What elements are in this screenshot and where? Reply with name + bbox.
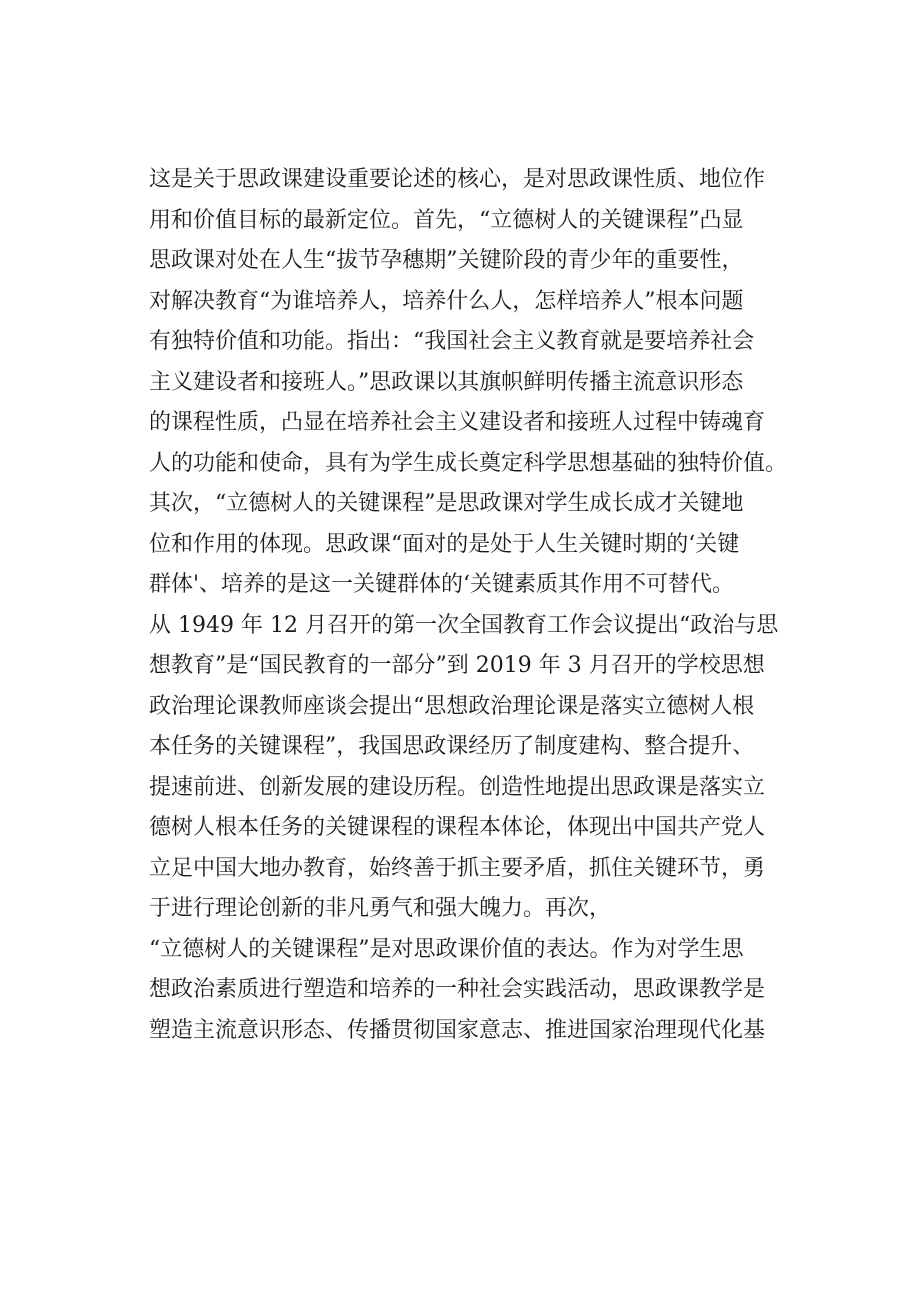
text-line: 群体'、培养的是这一关键群体的‘关键素质其作用不可替代。 <box>149 572 735 597</box>
text-line: 这是关于思政课建设重要论述的核心，是对思政课性质、地位作 <box>149 167 766 192</box>
text-line: 于进行理论创新的非凡勇气和强大魄力。再次， <box>149 896 612 921</box>
text-line: 本任务的关键课程”，我国思政课经历了制度建构、整合提升、 <box>149 734 755 759</box>
text-line: 用和价值目标的最新定位。首先，“立德树人的关键课程”凸显 <box>149 207 744 233</box>
text-line: 提速前进、创新发展的建设历程。创造性地提出思政课是落实立 <box>149 774 766 800</box>
text-line: 立足中国大地办教育，始终善于抓主要矛盾，抓住关键环节，勇 <box>149 855 766 881</box>
text-line: 对解决教育“为谁培养人，培养什么人，怎样培养人”根本问题 <box>149 288 744 314</box>
text-line: 主义建设者和接班人。”思政课以其旗帜鲜明传播主流意识形态 <box>149 369 744 395</box>
text-line: 有独特价值和功能。指出：“我国社会主义教育就是要培养社会 <box>149 329 755 354</box>
text-line: 人的功能和使命，具有为学生成长奠定科学思想基础的独特价值。 <box>149 450 788 476</box>
text-line: “立德树人的关键课程”是对思政课价值的表达。作为对学生思 <box>149 936 744 962</box>
text-line: 从 1949 年 12 月召开的第一次全国教育工作会议提出“政治与思 <box>149 612 779 638</box>
text-line: 思政课对处在人生“拔节孕穗期”关键阶段的青少年的重要性， <box>149 248 744 273</box>
text-line: 塑造主流意识形态、传播贯彻国家意志、推进国家治理现代化基 <box>149 1017 766 1043</box>
text-line: 的课程性质，凸显在培养社会主义建设者和接班人过程中铸魂育 <box>149 410 766 435</box>
text-line: 想教育”是“国民教育的一部分”到 2019 年 3 月召开的学校思想 <box>149 653 765 678</box>
text-line: 政治理论课教师座谈会提出“思想政治理论课是落实立德树人根 <box>149 693 755 719</box>
text-line: 其次，“立德树人的关键课程”是思政课对学生成长成才关键地 <box>149 491 744 516</box>
body-text <box>149 160 809 1051</box>
text-line: 位和作用的体现。思政课“面对的是处于人生关键时期的‘关键 <box>149 531 740 557</box>
text-line: 想政治素质进行塑造和培养的一种社会实践活动，思政课教学是 <box>149 977 766 1002</box>
text-line: 德树人根本任务的关键课程的课程本体论，体现出中国共产党人 <box>149 815 766 840</box>
